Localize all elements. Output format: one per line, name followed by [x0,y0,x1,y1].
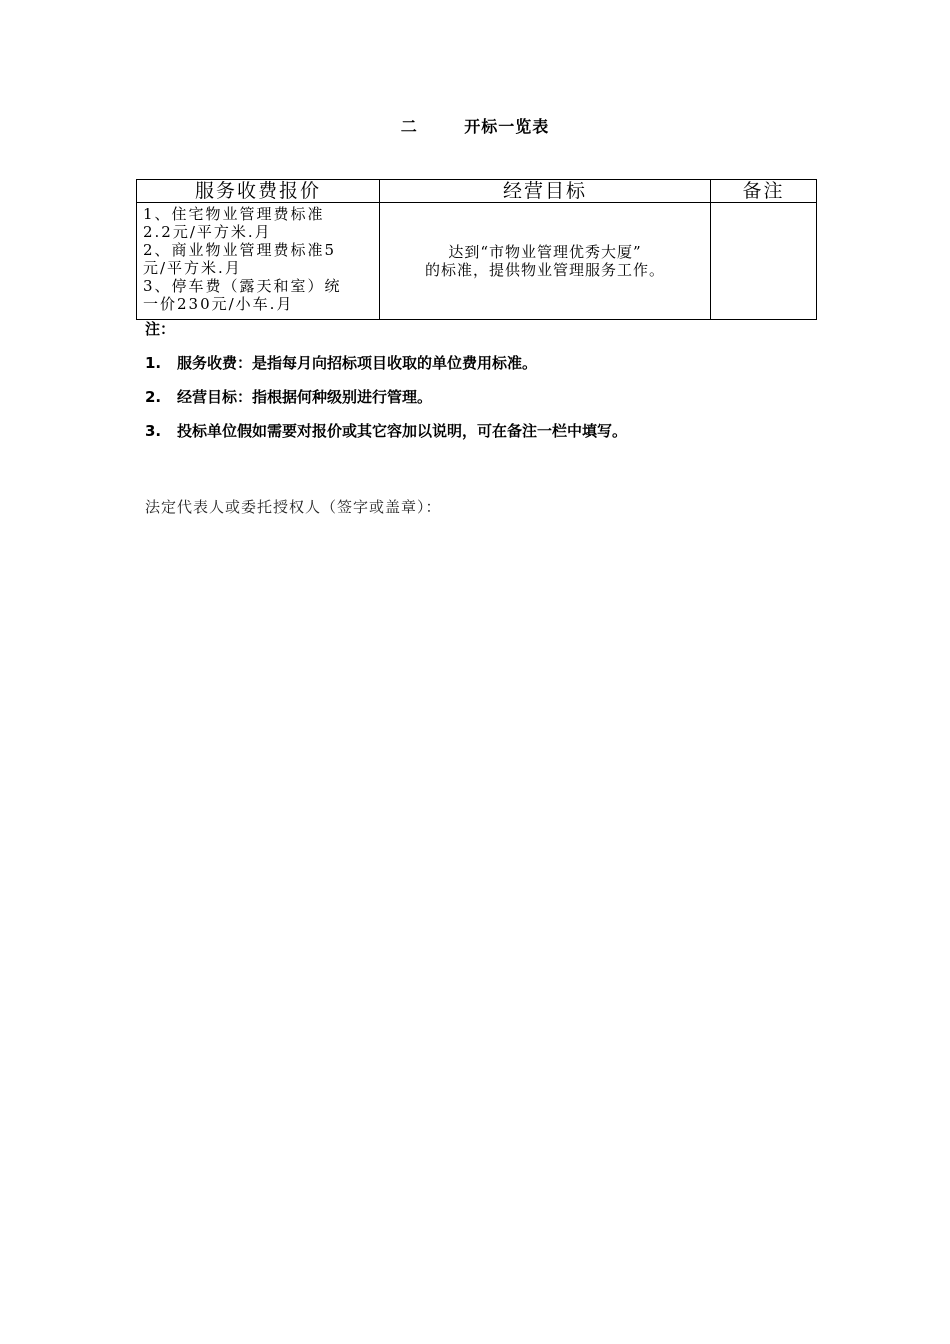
page-title [0,114,950,137]
bid-summary-table [136,179,817,320]
table-row [137,203,817,320]
service-fee-cell [137,203,380,320]
note-text: 经营目标：指根据何种级别进行管理。 [177,388,433,406]
goal-line: 达到“市物业管理优秀大厦” [448,243,642,261]
title-number: 二 [400,117,418,136]
note-text: 服务收费：是指每月向招标项目收取的单位费用标准。 [177,354,538,372]
note-number: 3. [145,422,162,440]
note-text: 投标单位假如需要对报价或其它容加以说明，可在备注一栏中填写。 [177,422,628,440]
note-number: 2. [145,388,162,406]
title-text: 开标一览表 [464,117,550,136]
notes-heading: 注： [145,320,176,338]
header-remark: 备注 [711,180,817,203]
fee-line: 2、商业物业管理费标准5 [143,241,337,259]
note-item [145,353,845,373]
signature-label: 法定代表人或委托授权人（签字或盖章）： [145,498,442,516]
fee-line: 元/平方米.月 [143,259,242,277]
remark-cell [711,203,817,320]
business-goal-cell [380,203,711,320]
goal-line: 的标准，提供物业管理服务工作。 [424,261,665,279]
note-item [145,387,845,407]
header-business-goal: 经营目标 [380,180,711,203]
fee-line: 2.2元/平方米.月 [143,223,272,241]
note-item [145,421,845,441]
fee-line: 3、停车费（露天和室）统 [143,277,342,295]
header-service-fee: 服务收费报价 [137,180,380,203]
table-header-row [137,180,817,203]
fee-line: 一价230元/小车.月 [143,295,294,313]
fee-line: 1、住宅物业管理费标准 [143,205,325,223]
note-number: 1. [145,354,162,372]
notes-section [145,319,845,441]
